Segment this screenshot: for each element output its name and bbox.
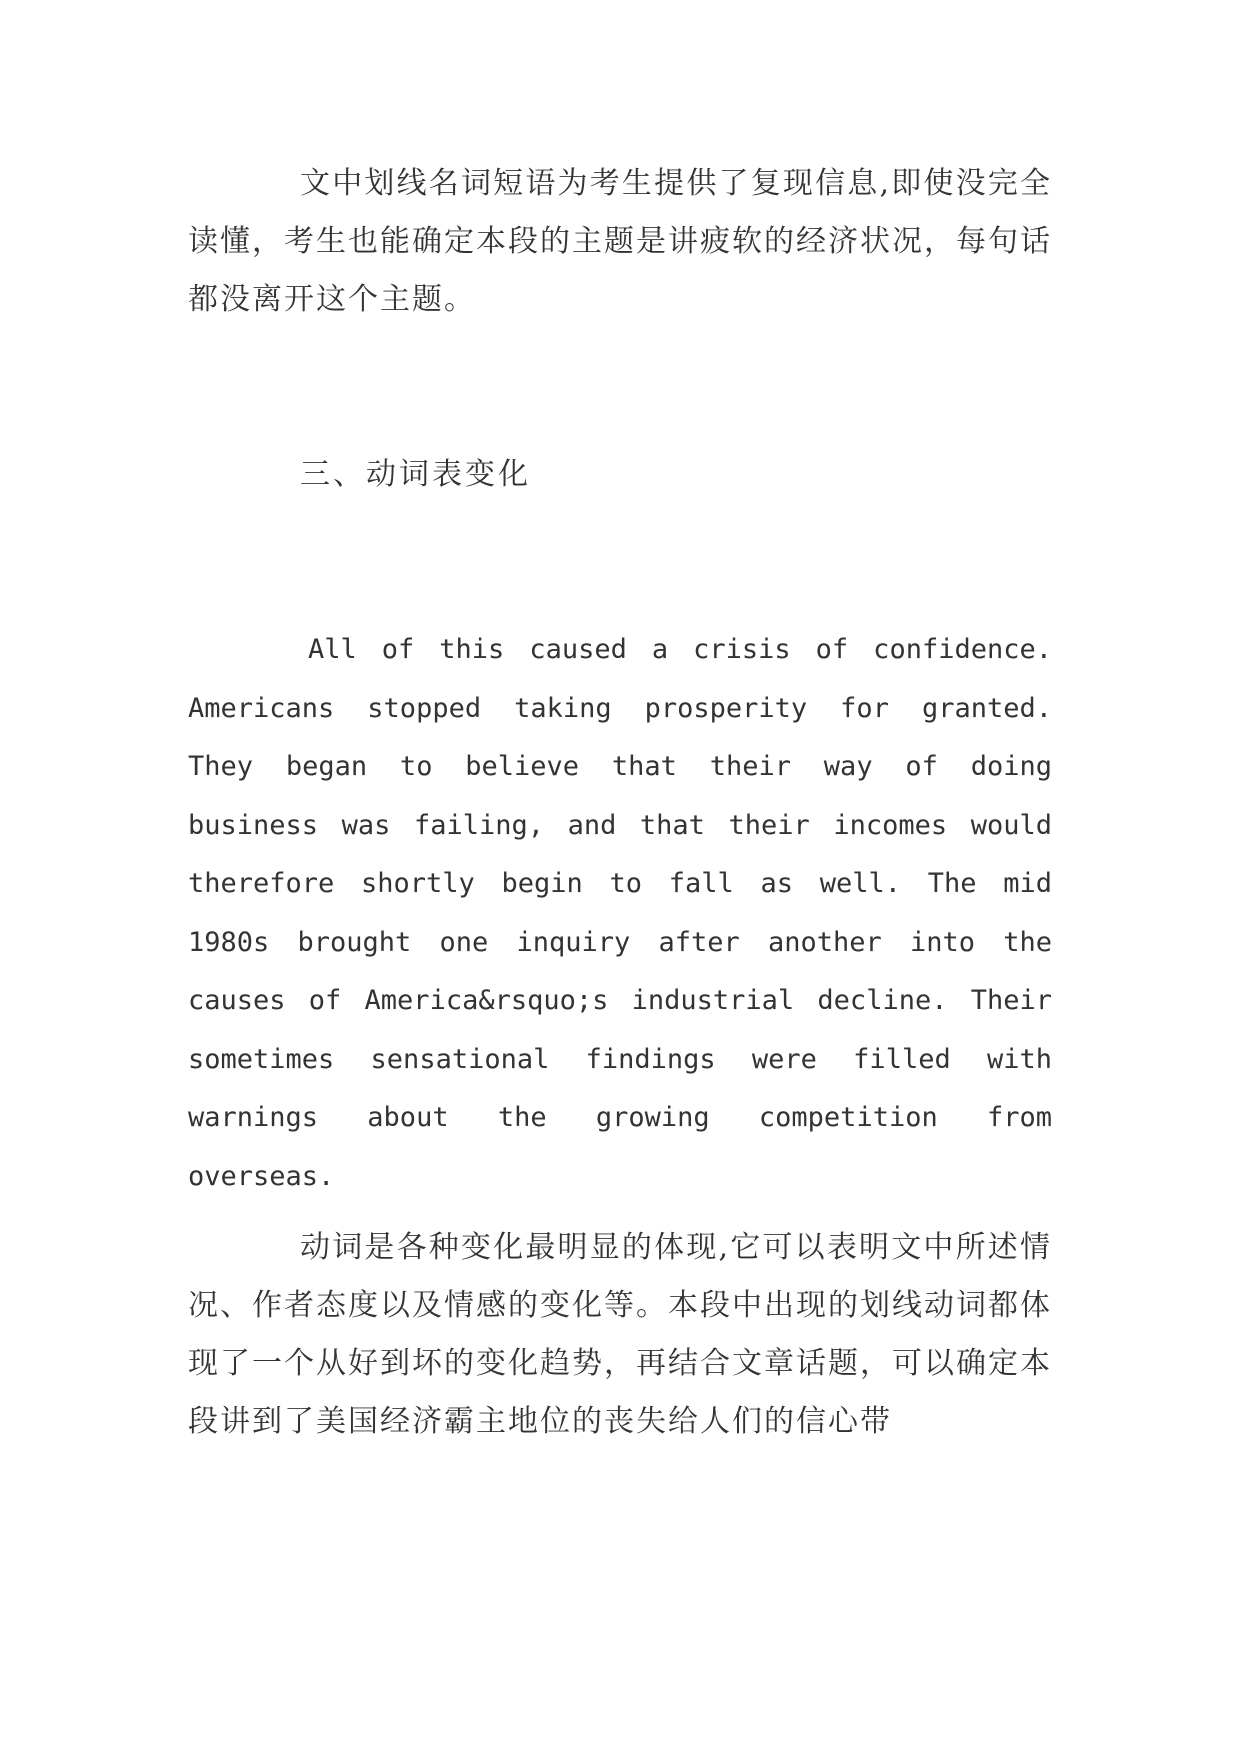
- english-passage: All of this caused a crisis of confidence. Americans stopped taking prosperity for granted. They began to believe that their way of doing business was failing, and that their incomes would therefore shortly begin to fall as well. The mid 1980s brought one inquiry after another into the causes of America&rsquo;s industrial decline. Their sometimes sensational findings were filled with warnings about the growing competition from overseas.: [188, 634, 1052, 1192]
- paragraph-verb-explanation: 动词是各种变化最明显的体现,它可以表明文中所述情况、作者态度以及情感的变化等。本段中出现的划线动词都体现了一个从好到坏的变化趋势，再结合文章话题，可以确定本段讲到了美国经济霸主地位的丧失给人们的信心带: [188, 1230, 1052, 1439]
- section-heading: 三、动词表变化: [300, 457, 531, 492]
- paragraph-noun-phrase-explanation: 文中划线名词短语为考生提供了复现信息,即使没完全读懂，考生也能确定本段的主题是讲疲软的经济状况，每句话都没离开这个主题。: [188, 166, 1052, 317]
